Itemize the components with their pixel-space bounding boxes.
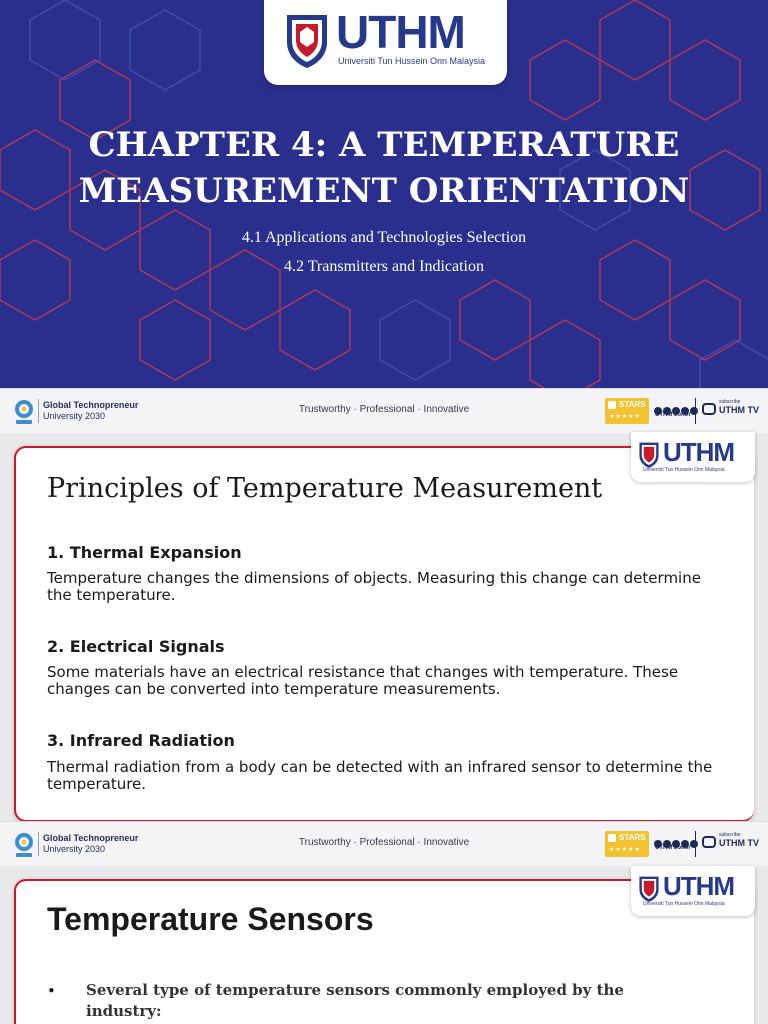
principle-body: Some materials have an electrical resistance that changes with temperature. These changes can be converted into temperature measurements. bbox=[47, 663, 679, 698]
uthm-crest-icon bbox=[638, 441, 660, 469]
uthm-tv-link[interactable]: UTHM TV bbox=[719, 405, 759, 415]
gt-line-1: Global Technopreneur bbox=[43, 833, 139, 843]
gt-line-2: University 2030 bbox=[43, 844, 106, 854]
brand-wordmark: UTHM bbox=[336, 6, 465, 58]
subtitle-section-4-2: 4.2 Transmitters and Indication bbox=[284, 258, 484, 275]
linkedin-icon[interactable] bbox=[690, 407, 698, 415]
subscribe-label: subscribe bbox=[719, 832, 741, 838]
stars-logo-icon bbox=[608, 834, 616, 842]
social-handle: UTHM Johor bbox=[655, 845, 691, 851]
uthm-logo bbox=[264, 0, 507, 85]
brand-full-name: Universiti Tun Hussein Onn Malaysia bbox=[643, 901, 725, 907]
principle-heading: 2. Electrical Signals bbox=[47, 637, 225, 656]
brand-full-name: Universiti Tun Hussein Onn Malaysia bbox=[643, 467, 725, 473]
brand-full-name: Universiti Tun Hussein Onn Malaysia bbox=[338, 56, 486, 66]
bullet-marker: • bbox=[47, 982, 56, 1000]
uthm-crest-icon bbox=[638, 875, 660, 903]
uthm-logo-small bbox=[631, 866, 755, 916]
slide-footer bbox=[0, 388, 768, 433]
chapter-title-line-1: CHAPTER 4: A TEMPERATURE bbox=[88, 125, 680, 165]
youtube-icon[interactable] bbox=[702, 836, 716, 848]
subtitle-section-4-1: 4.1 Applications and Technologies Selection bbox=[241, 229, 527, 246]
principle-heading: 3. Infrared Radiation bbox=[47, 731, 235, 750]
gt-line-2: University 2030 bbox=[43, 411, 106, 421]
principle-heading: 1. Thermal Expansion bbox=[47, 543, 242, 562]
bullet-text: Several type of temperature sensors commonly employed by the industry: bbox=[86, 981, 624, 1020]
brand-wordmark: UTHM bbox=[663, 871, 735, 901]
brand-wordmark: UTHM bbox=[663, 437, 735, 467]
stars-logo-icon bbox=[608, 401, 616, 409]
stars-label: STARS bbox=[619, 400, 646, 409]
linkedin-icon[interactable] bbox=[690, 840, 698, 848]
gt-line-1: Global Technopreneur bbox=[43, 400, 139, 410]
star-rating-icon: ★★★★★ bbox=[609, 413, 641, 420]
principle-body: Thermal radiation from a body can be detected with an infrared sensor to determine the temperature. bbox=[47, 758, 713, 793]
principle-body: Temperature changes the dimensions of objects. Measuring this change can determine the temperature. bbox=[47, 569, 701, 604]
uthm-crest-icon bbox=[284, 12, 330, 70]
uthm-tv-link[interactable]: UTHM TV bbox=[719, 838, 759, 848]
footer-divider bbox=[695, 398, 696, 424]
slide-title: Principles of Temperature Measurement bbox=[47, 473, 603, 504]
star-rating-icon: ★★★★★ bbox=[609, 846, 641, 853]
chapter-title bbox=[0, 122, 768, 214]
stars-rating-badge bbox=[605, 398, 649, 424]
slide-title: Temperature Sensors bbox=[47, 901, 374, 937]
title-slide bbox=[0, 0, 768, 388]
stars-rating-badge bbox=[605, 831, 649, 857]
subscribe-label: subscribe bbox=[719, 399, 741, 405]
slide-footer bbox=[0, 821, 768, 866]
uthm-logo-small bbox=[631, 432, 755, 482]
youtube-icon[interactable] bbox=[702, 403, 716, 415]
chapter-title-line-2: MEASUREMENT ORIENTATION bbox=[78, 171, 690, 211]
stars-label: STARS bbox=[619, 833, 646, 842]
social-handle: UTHM Johor bbox=[655, 412, 691, 418]
footer-tagline: Trustworthy · Professional · Innovative bbox=[298, 837, 470, 848]
footer-tagline: Trustworthy · Professional · Innovative bbox=[298, 404, 470, 415]
footer-divider bbox=[695, 831, 696, 857]
